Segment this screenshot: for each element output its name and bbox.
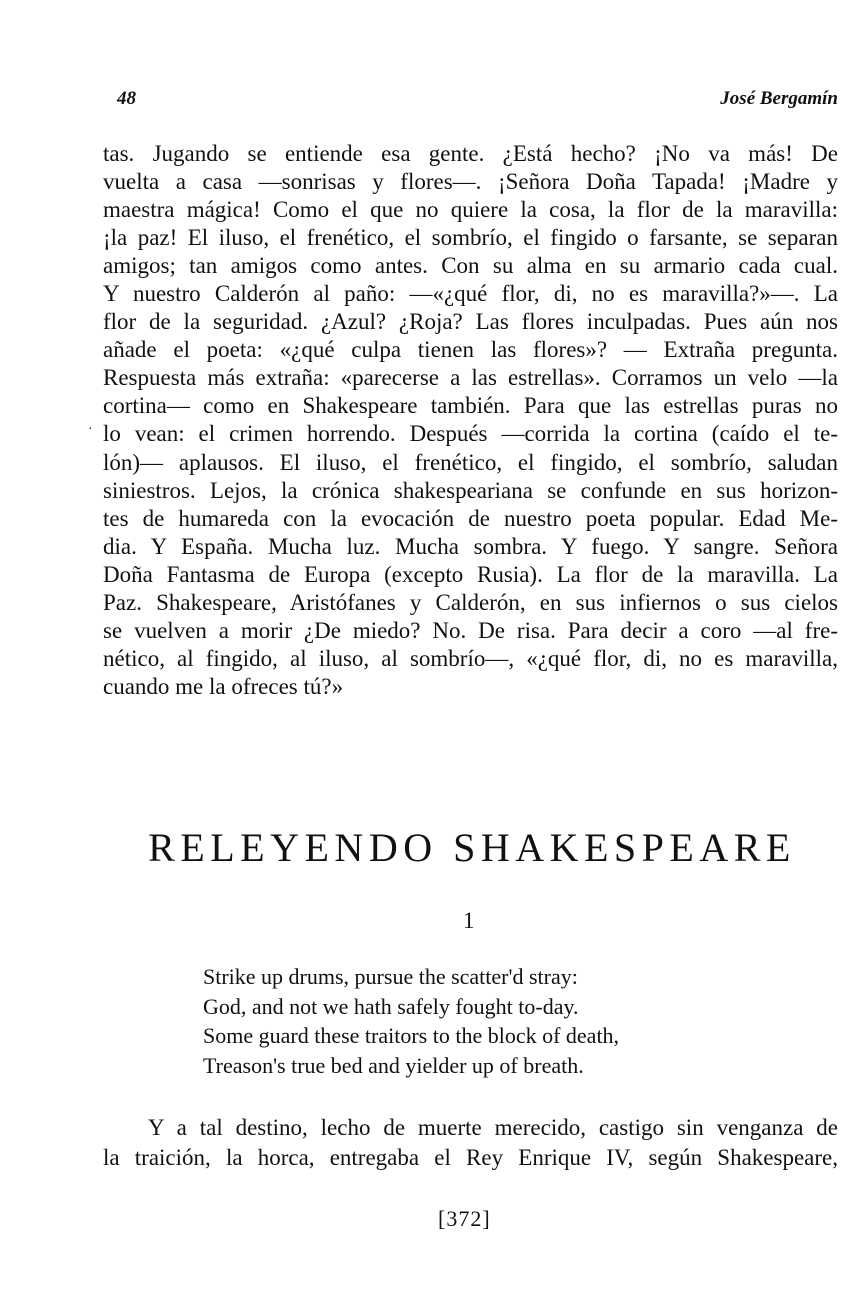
text-line: tas. Jugando se entiende esa gente. ¿Está hecho? ¡No va más! De (103, 141, 838, 166)
running-head-author: José Bergamín (720, 88, 838, 109)
text-line: la traición, la horca, entregaba el Rey Enrique IV, según Shakespeare, (103, 1145, 838, 1170)
verse-line: Treason's true bed and yielder up of breath. (203, 1053, 584, 1079)
page-number: 48 (117, 88, 136, 109)
paragraph (103, 1113, 838, 1173)
verse-line: Strike up drums, pursue the scatter'd stray: (203, 964, 578, 989)
text-line: Paz. Shakespeare, Aristófanes y Calderón, en sus infiernos o sus cielos (103, 589, 838, 615)
margin-mark: · (88, 422, 93, 437)
verse-line: Some guard these traitors to the block of death, (203, 1023, 620, 1049)
section-title: RELEYENDO SHAKESPEARE (148, 825, 796, 870)
text-line: tes de humareda con la evocación de nuestro poeta popular. Edad Me- (103, 505, 838, 531)
text-line: Y nuestro Calderón al paño: —«¿qué flor, di, no es maravilla?»—. La (103, 281, 838, 307)
text-line: cortina— como en Shakespeare también. Para que las estrellas puras no (103, 393, 838, 419)
text-line: cuando me la ofreces tú?» (103, 673, 344, 699)
text-line: siniestros. Lejos, la crónica shakespeariana se confunde en sus horizon- (103, 477, 838, 503)
text-line: Respuesta más extraña: «parecerse a las estrellas». Corramos un velo —la (103, 365, 838, 391)
body-text (103, 140, 838, 701)
text-line: se vuelven a morir ¿De miedo? No. De risa. Para decir a coro —al fre- (103, 617, 838, 643)
text-line: dia. Y España. Mucha luz. Mucha sombra. Y fuego. Y sangre. Señora (103, 533, 838, 559)
folio-number: [372] (438, 1206, 491, 1231)
text-line: amigos; tan amigos como antes. Con su alma en su armario cada cual. (103, 253, 838, 279)
text-line: flor de la seguridad. ¿Azul? ¿Roja? Las flores inculpadas. Pues aún nos (103, 309, 838, 335)
text-line: lón)— aplausos. El iluso, el frenético, el fingido, el sombrío, saludan (103, 449, 838, 475)
text-line: añade el poeta: «¿qué culpa tienen las flores»? — Extraña pregunta. (103, 337, 838, 363)
text-line: Doña Fantasma de Europa (excepto Rusia). La flor de la maravilla. La (103, 561, 838, 587)
text-line: nético, al fingido, al iluso, al sombrío—, «¿qué flor, di, no es maravilla, (103, 645, 838, 671)
verse-line: God, and not we hath safely fought to-day. (203, 993, 579, 1019)
text-line: Y a tal destino, lecho de muerte merecido, castigo sin venganza de (148, 1115, 838, 1140)
section-number: 1 (463, 908, 475, 933)
text-line: ¡la paz! El iluso, el frenético, el sombrío, el fingido o farsante, se separan (103, 225, 838, 251)
text-line: maestra mágica! Como el que no quiere la cosa, la flor de la maravilla: (103, 197, 838, 223)
verse-quotation (203, 962, 619, 1081)
text-line: vuelta a casa —sonrisas y flores—. ¡Señora Doña Tapada! ¡Madre y (103, 169, 838, 195)
text-line: lo vean: el crimen horrendo. Después —corrida la cortina (caído el te- (103, 421, 838, 447)
